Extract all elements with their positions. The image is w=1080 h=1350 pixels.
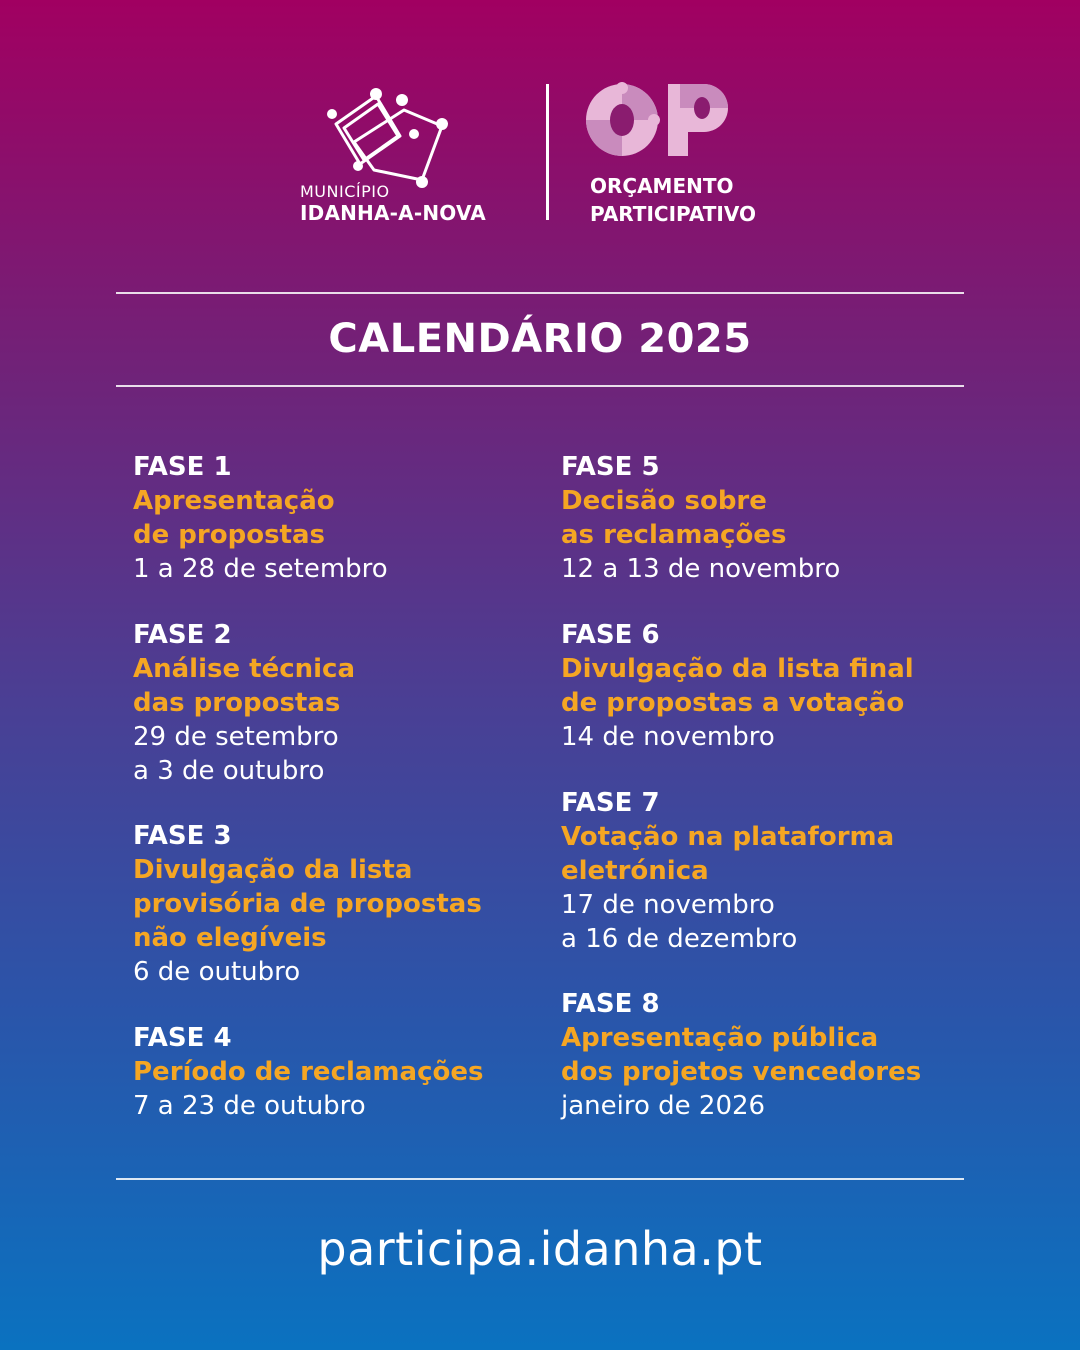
phase-date: 12 a 13 de novembro xyxy=(561,554,841,584)
phase-8 xyxy=(561,987,961,1123)
phase-label: FASE 6 xyxy=(561,620,660,650)
phase-label: FASE 8 xyxy=(561,989,660,1019)
op-logo xyxy=(584,80,794,230)
phase-title: Decisão sobre as reclamações xyxy=(561,486,787,550)
phase-label: FASE 3 xyxy=(133,821,232,851)
title-top-rule xyxy=(116,292,964,294)
op-logo-icon xyxy=(584,80,734,160)
phase-title: Análise técnica das propostas xyxy=(133,654,356,718)
municipio-logo xyxy=(300,84,510,229)
phase-title: Apresentação pública dos projetos vencedores xyxy=(561,1023,922,1087)
page-title: CALENDÁRIO 2025 xyxy=(328,316,752,362)
phase-title: Período de reclamações xyxy=(133,1057,484,1087)
phase-date: 29 de setembro a 3 de outubro xyxy=(133,722,339,786)
phase-title: Apresentação de propostas xyxy=(133,486,335,550)
title-bottom-rule xyxy=(116,385,964,387)
website-url[interactable]: participa.idanha.pt xyxy=(317,1222,763,1276)
header-divider xyxy=(546,84,549,220)
phase-title: Votação na plataforma eletrónica xyxy=(561,822,895,886)
phase-date: 6 de outubro xyxy=(133,957,301,987)
municipio-name: IDANHA-A-NOVA xyxy=(300,201,486,225)
phase-date: janeiro de 2026 xyxy=(561,1091,766,1121)
footer-rule xyxy=(116,1178,964,1180)
phase-title: Divulgação da lista final de propostas a votação xyxy=(561,654,914,718)
phase-5 xyxy=(561,450,961,586)
phase-label: FASE 2 xyxy=(133,620,232,650)
phase-6 xyxy=(561,618,961,754)
municipio-label: MUNICÍPIO xyxy=(300,182,390,201)
phase-date: 7 a 23 de outubro xyxy=(133,1091,366,1121)
phase-date: 1 a 28 de setembro xyxy=(133,554,388,584)
phase-label: FASE 7 xyxy=(561,788,660,818)
op-line-orcamento: ORÇAMENTO xyxy=(590,174,734,198)
op-line-participativo: PARTICIPATIVO xyxy=(590,202,756,226)
phase-4 xyxy=(133,1021,533,1123)
phase-title: Divulgação da lista provisória de propostas não elegíveis xyxy=(133,855,482,953)
municipio-logo-icon xyxy=(314,84,459,189)
phase-1 xyxy=(133,450,533,586)
phase-3 xyxy=(133,819,533,989)
phase-label: FASE 1 xyxy=(133,452,232,482)
phase-7 xyxy=(561,786,961,956)
phase-2 xyxy=(133,618,533,788)
phase-date: 17 de novembro a 16 de dezembro xyxy=(561,890,798,954)
phase-label: FASE 4 xyxy=(133,1023,232,1053)
phase-date: 14 de novembro xyxy=(561,722,775,752)
phase-label: FASE 5 xyxy=(561,452,660,482)
